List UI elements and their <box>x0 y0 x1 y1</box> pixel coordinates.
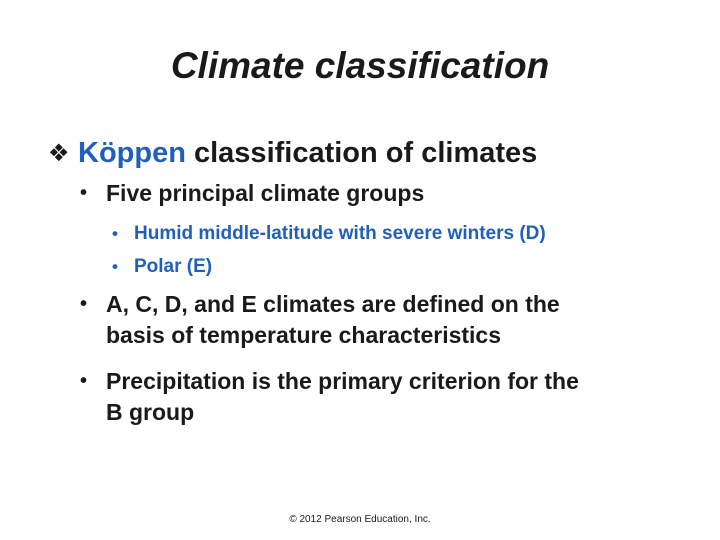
main-point-keyword: Köppen <box>78 137 186 169</box>
bullet-text-line-2: B group <box>106 399 195 425</box>
bullet-dot-icon: • <box>80 370 88 392</box>
bullet-dot-icon: • <box>112 257 118 276</box>
bullet-text: Humid middle-latitude with severe winters (D) <box>134 223 546 244</box>
bullet-dot-icon: • <box>112 224 118 243</box>
bullet-text: Polar (E) <box>134 256 213 277</box>
slide-title: Climate classification <box>170 45 550 86</box>
bullet-five-groups <box>80 178 424 209</box>
copyright-footer: © 2012 Pearson Education, Inc. <box>289 514 431 525</box>
bullet-dot-icon: • <box>80 182 88 204</box>
subbullet-polar <box>112 251 212 282</box>
main-point <box>48 136 537 171</box>
bullet-text: Five principal climate groups <box>106 180 425 206</box>
main-point-text: classification of climates <box>185 137 538 169</box>
subbullet-humid-middle-latitude <box>112 218 546 249</box>
bullet-precipitation-criterion <box>80 366 579 428</box>
diamond-bullet-icon: ❖ <box>48 140 70 167</box>
bullet-text-line-2: basis of temperature characteristics <box>106 322 502 348</box>
bullet-text-line-1: Precipitation is the primary criterion for the <box>106 368 579 394</box>
bullet-dot-icon: • <box>80 293 88 315</box>
bullet-temperature-climates <box>80 289 560 351</box>
bullet-text-line-1: A, C, D, and E climates are defined on the <box>106 291 560 317</box>
